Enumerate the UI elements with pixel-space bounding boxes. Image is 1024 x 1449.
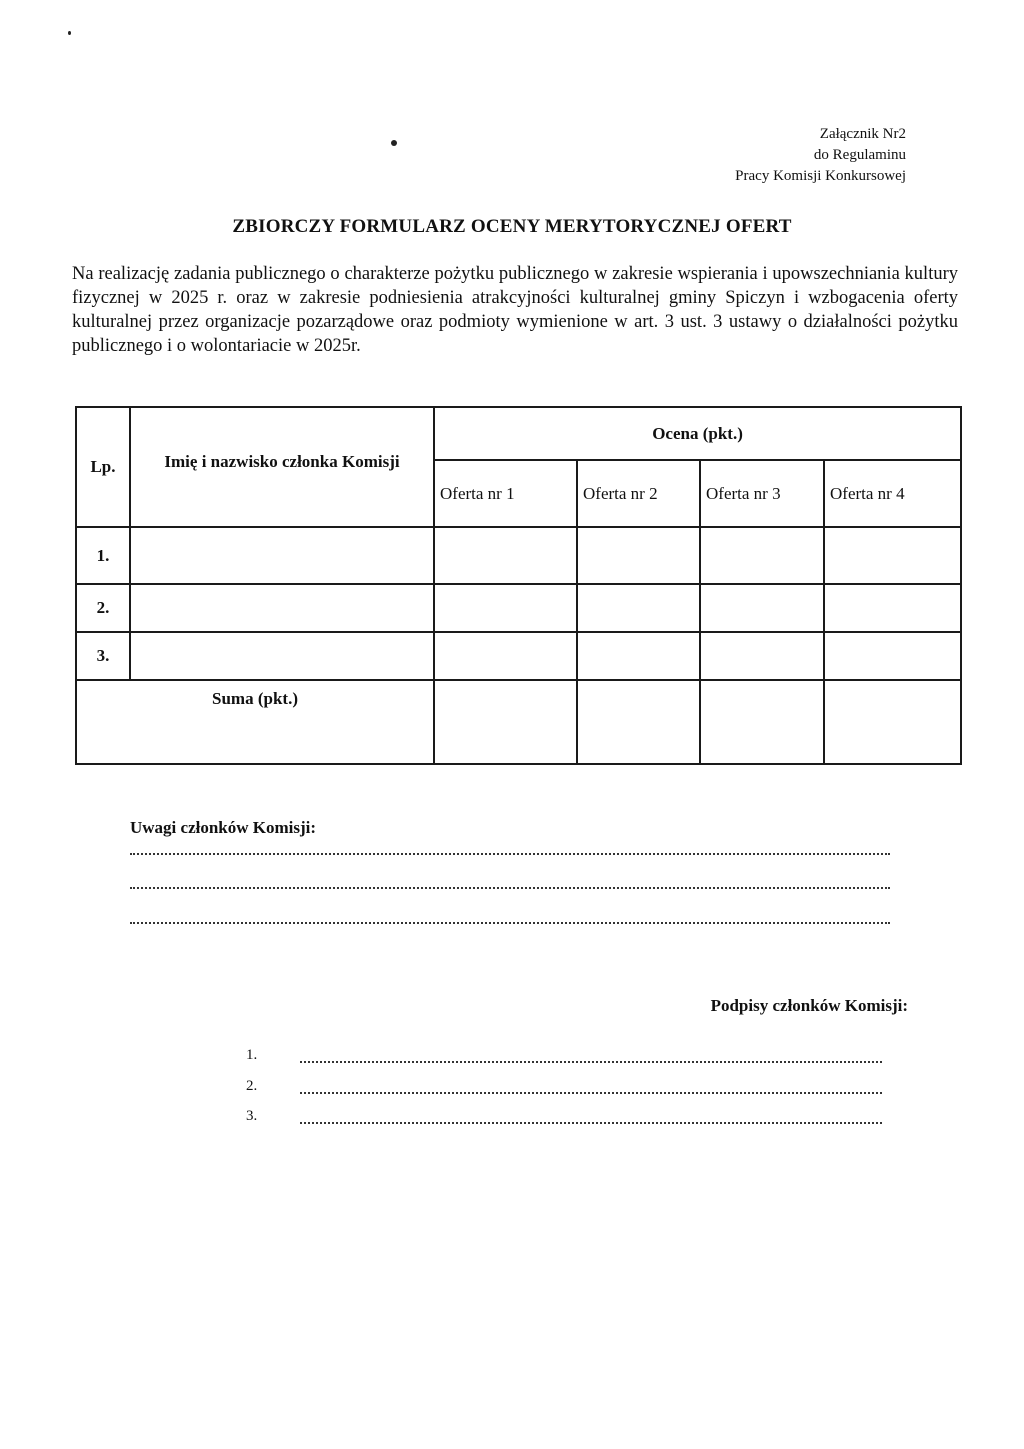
table-row — [76, 632, 961, 680]
remarks-label: Uwagi członków Komisji: — [130, 818, 317, 837]
member-name-cell[interactable] — [130, 584, 434, 632]
score-cell[interactable] — [824, 584, 961, 632]
remarks-line[interactable] — [130, 887, 890, 889]
signature-line[interactable] — [300, 1122, 882, 1124]
score-cell[interactable] — [577, 632, 700, 680]
scan-dot — [391, 140, 397, 146]
lp-header: Lp. — [76, 407, 130, 527]
offer-3-header: Oferta nr 3 — [700, 460, 824, 527]
score-cell[interactable] — [700, 527, 824, 584]
sum-row — [76, 680, 961, 764]
table-row — [76, 584, 961, 632]
remarks-line[interactable] — [130, 853, 890, 855]
signature-row — [246, 1047, 882, 1069]
score-header: Ocena (pkt.) — [434, 407, 961, 460]
signature-number: 3. — [246, 1108, 258, 1124]
remarks-line[interactable] — [130, 922, 890, 924]
score-cell[interactable] — [824, 527, 961, 584]
score-cell[interactable] — [577, 527, 700, 584]
score-cell[interactable] — [434, 632, 577, 680]
score-cell[interactable] — [577, 584, 700, 632]
signature-number: 2. — [246, 1078, 258, 1094]
signatures-label: Podpisy członków Komisji: — [710, 996, 908, 1015]
attachment-line-2: do Regulaminu — [813, 147, 906, 163]
score-cell[interactable] — [700, 632, 824, 680]
score-cell[interactable] — [434, 527, 577, 584]
member-name-cell[interactable] — [130, 632, 434, 680]
score-cell[interactable] — [824, 632, 961, 680]
signature-line[interactable] — [300, 1092, 882, 1094]
attachment-note — [735, 124, 906, 187]
signature-row — [246, 1078, 882, 1100]
attachment-line-3: Pracy Komisji Konkursowej — [735, 168, 906, 184]
offer-1-header: Oferta nr 1 — [434, 460, 577, 527]
score-cell[interactable] — [700, 584, 824, 632]
sum-label: Suma (pkt.) — [76, 680, 434, 764]
member-name-header: Imię i nazwisko członka Komisji — [130, 407, 434, 527]
table-row — [76, 527, 961, 584]
sum-cell[interactable] — [434, 680, 577, 764]
row-number: 3. — [76, 632, 130, 680]
intro-paragraph: Na realizację zadania publicznego o charakterze pożytku publicznego w zakresie wspierania i upowszechniania kultury fizycznej w 2025 r. oraz w zakresie podniesienia atrakcyjności kulturalnej gminy Spiczyn i wzbogacenia oferty kulturalnej przez organizacje pozarządowe oraz podmioty wymienione w art. 3 ust. 3 ustawy o działalności pożytku publicznego i o wolontariacie w 2025r. — [72, 264, 958, 356]
scan-speck — [68, 31, 71, 35]
row-number: 2. — [76, 584, 130, 632]
sum-cell[interactable] — [700, 680, 824, 764]
sum-cell[interactable] — [824, 680, 961, 764]
sum-cell[interactable] — [577, 680, 700, 764]
score-table — [75, 406, 962, 765]
signature-number: 1. — [246, 1047, 258, 1063]
signature-row — [246, 1108, 882, 1130]
offer-2-header: Oferta nr 2 — [577, 460, 700, 527]
attachment-line-1: Załącznik Nr2 — [819, 126, 906, 142]
member-name-cell[interactable] — [130, 527, 434, 584]
offer-4-header: Oferta nr 4 — [824, 460, 961, 527]
row-number: 1. — [76, 527, 130, 584]
document-title: ZBIORCZY FORMULARZ OCENY MERYTORYCZNEJ OFERT — [232, 216, 792, 237]
score-cell[interactable] — [434, 584, 577, 632]
signature-line[interactable] — [300, 1061, 882, 1063]
